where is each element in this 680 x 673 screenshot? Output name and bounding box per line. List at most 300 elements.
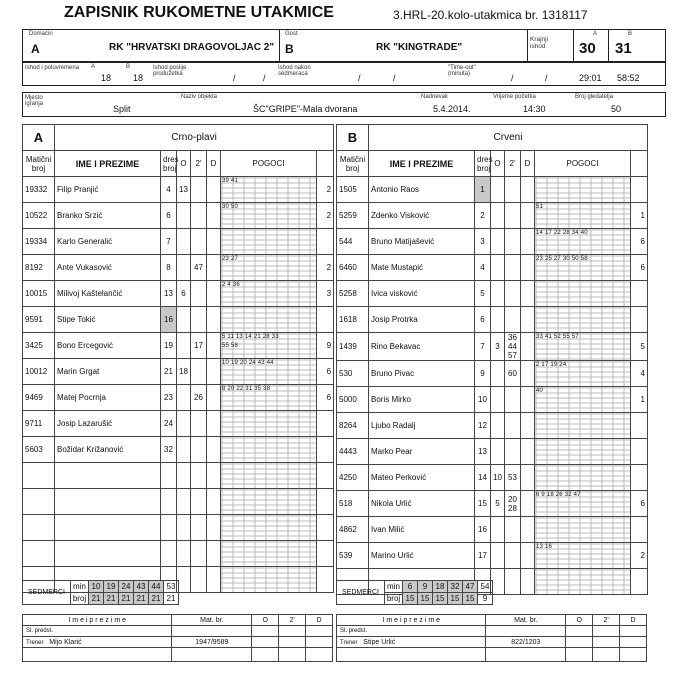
- player-disqualification: [521, 361, 535, 387]
- halftime-a: 18: [101, 73, 112, 83]
- sevens-b-min: 54: [478, 581, 493, 593]
- player-warning: 6: [177, 281, 191, 307]
- home-label: Domaćin: [29, 31, 53, 37]
- col-dres: dres broj: [475, 151, 491, 177]
- player-warning: 3: [491, 333, 505, 361]
- player-goal-total: 2: [317, 177, 334, 203]
- player-goal-total: [317, 437, 334, 463]
- player-mat-number: 544: [337, 229, 369, 255]
- date-value: 5.4.2014.: [433, 104, 471, 114]
- player-name: [55, 489, 161, 515]
- player-mat-number: 10015: [23, 281, 55, 307]
- time-label: Vrijeme početka: [493, 94, 536, 100]
- goals-line-1: 2 4 36: [222, 282, 240, 288]
- player-row: [337, 255, 648, 281]
- player-jersey: 12: [475, 413, 491, 439]
- sevens-b-min: 47: [463, 581, 478, 593]
- player-suspension: [505, 439, 521, 465]
- player-name: Josip Protrka: [369, 307, 475, 333]
- player-mat-number: 9469: [23, 385, 55, 411]
- player-name: Marin Grgat: [55, 359, 161, 385]
- player-disqualification: [207, 255, 221, 281]
- player-jersey: 1: [475, 177, 491, 203]
- sevens-b-min: 6: [403, 581, 418, 593]
- player-jersey: 13: [161, 281, 177, 307]
- player-row: [337, 387, 648, 413]
- player-mat-number: 4443: [337, 439, 369, 465]
- player-mat-number: 10522: [23, 203, 55, 229]
- coach-b-name: Stipe Urlić: [363, 638, 396, 646]
- player-row: [337, 543, 648, 569]
- player-suspension: [191, 203, 207, 229]
- player-row: [337, 203, 648, 229]
- player-goal-total: [317, 489, 334, 515]
- spectators-label: Broj gledatelja: [575, 94, 614, 100]
- home-team-name: RK "HRVATSKI DRAGOVOLJAC 2": [109, 42, 275, 53]
- goals-line-1: 23 27: [222, 256, 239, 262]
- goals-line-1: 39 41: [222, 178, 239, 184]
- player-name: Mate Mustapić: [369, 255, 475, 281]
- info-box: [22, 92, 666, 117]
- player-goals: [221, 385, 317, 411]
- player-mat-number: 530: [337, 361, 369, 387]
- sevens-a-broj: 21: [149, 593, 164, 605]
- player-mat-number: 10012: [23, 359, 55, 385]
- player-mat-number: 5603: [23, 437, 55, 463]
- player-suspension: [191, 281, 207, 307]
- player-mat-number: 9591: [23, 307, 55, 333]
- player-name: Boris Mirko: [369, 387, 475, 413]
- player-warning: [491, 361, 505, 387]
- col-dres: dres broj: [161, 151, 177, 177]
- sevens-b-broj-label: broj: [385, 593, 403, 605]
- player-disqualification: [521, 439, 535, 465]
- sevens-a: /: [358, 73, 361, 83]
- player-name: Filip Pranjić: [55, 177, 161, 203]
- player-warning: [177, 463, 191, 489]
- player-goals: [221, 281, 317, 307]
- sl-predst-label: Sl. predst.: [23, 626, 172, 637]
- sevens-a-min: 43: [134, 581, 149, 593]
- player-goals: [535, 465, 631, 491]
- player-row: [23, 463, 334, 489]
- sevens-a-min: 24: [119, 581, 134, 593]
- player-warning: [177, 515, 191, 541]
- player-goals: [221, 437, 317, 463]
- player-name: Marino Urlić: [369, 543, 475, 569]
- player-goals: [221, 489, 317, 515]
- player-row: [23, 307, 334, 333]
- player-disqualification: [521, 517, 535, 543]
- player-warning: [491, 281, 505, 307]
- player-warning: 13: [177, 177, 191, 203]
- player-disqualification: [521, 203, 535, 229]
- player-mat-number: 6460: [337, 255, 369, 281]
- player-row: [23, 515, 334, 541]
- player-jersey: 14: [475, 465, 491, 491]
- player-warning: [177, 385, 191, 411]
- player-name: [55, 463, 161, 489]
- player-name: Zdenko Visković: [369, 203, 475, 229]
- player-suspension: 17: [191, 333, 207, 359]
- guest-label: Gost: [285, 31, 298, 37]
- sevens-a-min: 19: [104, 581, 119, 593]
- player-goal-total: 3: [317, 281, 334, 307]
- player-suspension: [191, 359, 207, 385]
- guest-letter: B: [285, 42, 294, 56]
- player-suspension: [191, 411, 207, 437]
- player-mat-number: 19334: [23, 229, 55, 255]
- player-jersey: 10: [475, 387, 491, 413]
- player-warning: [491, 255, 505, 281]
- player-disqualification: [207, 333, 221, 359]
- player-warning: [177, 489, 191, 515]
- officials-two-header: 2': [279, 615, 306, 626]
- player-jersey: 15: [475, 491, 491, 517]
- player-warning: [177, 203, 191, 229]
- extension-label: Ishod poslije produžetka: [153, 65, 187, 77]
- venue-label: Naziv objekta: [181, 94, 218, 100]
- player-disqualification: [207, 307, 221, 333]
- player-mat-number: 8192: [23, 255, 55, 281]
- player-mat-number: 4250: [337, 465, 369, 491]
- player-mat-number: [23, 541, 55, 567]
- officials-o-header: O: [252, 615, 279, 626]
- player-row: [337, 361, 648, 387]
- timeout-label: "Time-out" (minuta): [448, 65, 476, 77]
- player-warning: [177, 411, 191, 437]
- goals-line-1: 10 19 20 24 43 44: [222, 360, 274, 366]
- extension-a: /: [233, 73, 236, 83]
- teams-box: [22, 29, 666, 62]
- goals-line-1: 6 9 18 26 32 47: [536, 492, 581, 498]
- trener-label: Trener: [26, 639, 44, 646]
- guest-team-name: RK "KINGTRADE": [376, 42, 463, 53]
- player-warning: [177, 437, 191, 463]
- player-row: [337, 229, 648, 255]
- player-row: [23, 437, 334, 463]
- player-goals: [221, 411, 317, 437]
- player-jersey: 21: [161, 359, 177, 385]
- halftime-label: Ishod i poluvremena: [25, 65, 80, 71]
- player-goal-total: [631, 517, 648, 543]
- player-goal-total: [631, 569, 648, 595]
- player-jersey: 24: [161, 411, 177, 437]
- player-suspension: 36 44 57: [505, 333, 521, 361]
- sevens-b-table: [336, 580, 493, 605]
- player-goal-total: [317, 567, 334, 593]
- player-row: [23, 229, 334, 255]
- sevens-label: Ishod nakon sedmeraca: [278, 65, 311, 77]
- player-row: [337, 465, 648, 491]
- player-disqualification: [521, 413, 535, 439]
- team-b-color: Crveni: [369, 125, 648, 151]
- player-goals: [535, 543, 631, 569]
- player-mat-number: 4862: [337, 517, 369, 543]
- player-disqualification: [521, 177, 535, 203]
- player-name: Antonio Raos: [369, 177, 475, 203]
- player-name: Matej Pocrnja: [55, 385, 161, 411]
- home-letter: A: [31, 42, 40, 56]
- player-suspension: [505, 255, 521, 281]
- player-row: [23, 541, 334, 567]
- player-disqualification: [521, 465, 535, 491]
- player-warning: [177, 307, 191, 333]
- player-suspension: 60: [505, 361, 521, 387]
- trener-label: Trener: [340, 639, 358, 646]
- player-suspension: 20 28: [505, 491, 521, 517]
- player-warning: [491, 413, 505, 439]
- timeout-a-time: 29:01: [579, 73, 602, 83]
- player-goal-total: 2: [317, 255, 334, 281]
- goals-line-1: 13 16: [536, 544, 553, 550]
- player-warning: [491, 439, 505, 465]
- player-jersey: [161, 541, 177, 567]
- sevens-b-broj: 15: [403, 593, 418, 605]
- player-goals: [535, 177, 631, 203]
- player-row: [23, 281, 334, 307]
- team-a-letter: A: [23, 125, 55, 151]
- player-jersey: 19: [161, 333, 177, 359]
- player-goals: [221, 203, 317, 229]
- player-name: Bono Ercegović: [55, 333, 161, 359]
- sevens-b-min-label: min: [385, 581, 403, 593]
- player-goals: [221, 567, 317, 593]
- time-value: 14:30: [523, 104, 546, 114]
- sevens-b: /: [393, 73, 396, 83]
- player-mat-number: 1505: [337, 177, 369, 203]
- player-disqualification: [207, 281, 221, 307]
- officials-mat-header: Mat. br.: [486, 615, 566, 626]
- player-jersey: [161, 463, 177, 489]
- player-disqualification: [521, 255, 535, 281]
- player-jersey: 6: [161, 203, 177, 229]
- player-suspension: 26: [191, 385, 207, 411]
- goals-line-1: 23 25 27 30 50 58: [536, 256, 588, 262]
- player-name: Bruno Pivac: [369, 361, 475, 387]
- col-o: O: [177, 151, 191, 177]
- sevens-b-broj: 15: [463, 593, 478, 605]
- sevens-a-min: 10: [89, 581, 104, 593]
- player-suspension: [505, 203, 521, 229]
- player-mat-number: 5259: [337, 203, 369, 229]
- player-jersey: 2: [475, 203, 491, 229]
- match-number: 3.HRL-20.kolo-utakmica br. 1318117: [393, 8, 588, 22]
- sevens-b-broj: 15: [433, 593, 448, 605]
- player-disqualification: [521, 569, 535, 595]
- player-goal-total: 6: [631, 229, 648, 255]
- player-goals: [535, 517, 631, 543]
- player-goals: [221, 177, 317, 203]
- player-row: [337, 413, 648, 439]
- sevens-a-broj: 21: [134, 593, 149, 605]
- sevens-a-broj: 21: [164, 593, 179, 605]
- player-disqualification: [521, 543, 535, 569]
- sevens-a-table: [22, 580, 179, 605]
- player-disqualification: [207, 203, 221, 229]
- player-suspension: [505, 177, 521, 203]
- player-jersey: 8: [161, 255, 177, 281]
- player-name: [55, 541, 161, 567]
- player-goal-total: [317, 229, 334, 255]
- player-row: [337, 491, 648, 517]
- player-disqualification: [207, 411, 221, 437]
- coach-a-name: Mijo Klarić: [49, 638, 82, 646]
- player-warning: [491, 517, 505, 543]
- sevens-a-min: 44: [149, 581, 164, 593]
- player-disqualification: [521, 307, 535, 333]
- player-goal-total: [317, 515, 334, 541]
- player-suspension: [191, 541, 207, 567]
- player-goal-total: 4: [631, 361, 648, 387]
- player-name: Branko Srzić: [55, 203, 161, 229]
- player-goal-total: [631, 281, 648, 307]
- player-goal-total: [631, 439, 648, 465]
- spectators-value: 50: [611, 104, 622, 114]
- player-goal-total: [317, 411, 334, 437]
- sevens-b-label: SEDMERCI: [337, 581, 385, 605]
- goals-line-1: 30 50: [222, 204, 239, 210]
- player-name: Stipe Tokić: [55, 307, 161, 333]
- player-name: Josip Lazarušić: [55, 411, 161, 437]
- sevens-a-broj: 21: [104, 593, 119, 605]
- player-goals: [535, 413, 631, 439]
- col-goals: POGOCI: [535, 151, 631, 177]
- player-name: Božidar Križanović: [55, 437, 161, 463]
- player-suspension: [505, 229, 521, 255]
- player-suspension: [191, 437, 207, 463]
- goals-line-1: 33 41 52 55 57: [536, 334, 579, 340]
- results-box: [22, 62, 666, 86]
- timeout-a: /: [511, 73, 514, 83]
- halftime-b: 18: [133, 73, 144, 83]
- player-goal-total: [317, 541, 334, 567]
- officials-two-header: 2': [593, 615, 620, 626]
- col-mat: Matični broj: [337, 151, 369, 177]
- player-goals: [535, 255, 631, 281]
- player-mat-number: 8264: [337, 413, 369, 439]
- player-suspension: [505, 543, 521, 569]
- goals-line-2: 55 58: [222, 343, 239, 349]
- col-d: D: [521, 151, 535, 177]
- player-name: Ante Vukasović: [55, 255, 161, 281]
- player-name: [55, 515, 161, 541]
- player-suspension: [191, 229, 207, 255]
- player-jersey: 7: [161, 229, 177, 255]
- player-jersey: 16: [475, 517, 491, 543]
- player-suspension: [505, 413, 521, 439]
- player-goals: [221, 541, 317, 567]
- player-suspension: [505, 307, 521, 333]
- player-goal-total: [317, 307, 334, 333]
- player-mat-number: 3425: [23, 333, 55, 359]
- player-row: [23, 177, 334, 203]
- player-jersey: 9: [475, 361, 491, 387]
- player-row: [23, 255, 334, 281]
- player-goal-total: [631, 177, 648, 203]
- player-goal-total: 1: [631, 387, 648, 413]
- player-disqualification: [521, 387, 535, 413]
- sevens-b-min: 9: [418, 581, 433, 593]
- ht-a-label: A: [91, 64, 96, 70]
- player-disqualification: [207, 359, 221, 385]
- player-row: [23, 359, 334, 385]
- player-goal-total: [317, 463, 334, 489]
- coach-b-mat: 822/1203: [486, 637, 566, 648]
- player-disqualification: [207, 567, 221, 593]
- player-row: [23, 203, 334, 229]
- player-suspension: [191, 307, 207, 333]
- player-row: [337, 281, 648, 307]
- player-row: [337, 307, 648, 333]
- final-label: Krajnji ishod: [530, 36, 549, 50]
- goals-line-1: 40: [536, 388, 544, 394]
- player-name: Karlo Generalić: [55, 229, 161, 255]
- player-goal-total: 1: [631, 203, 648, 229]
- player-goal-total: [631, 413, 648, 439]
- player-suspension: [191, 489, 207, 515]
- player-jersey: 6: [475, 307, 491, 333]
- page-title: ZAPISNIK RUKOMETNE UTAKMICE: [64, 4, 334, 21]
- officials-d-header: D: [306, 615, 333, 626]
- player-suspension: 47: [191, 255, 207, 281]
- col-mat: Matični broj: [23, 151, 55, 177]
- player-goal-total: 2: [631, 543, 648, 569]
- player-goal-total: 6: [317, 359, 334, 385]
- player-warning: [177, 333, 191, 359]
- venue-value: ŠC"GRIPE"-Mala dvorana: [253, 104, 358, 114]
- player-suspension: 53: [505, 465, 521, 491]
- player-disqualification: [207, 541, 221, 567]
- player-goals: [535, 281, 631, 307]
- officials-o-header: O: [566, 615, 593, 626]
- player-row: [23, 411, 334, 437]
- player-goals: [535, 203, 631, 229]
- player-goals: [535, 333, 631, 361]
- player-warning: [491, 387, 505, 413]
- player-disqualification: [207, 177, 221, 203]
- player-suspension: [505, 517, 521, 543]
- player-row: [337, 439, 648, 465]
- player-mat-number: 1618: [337, 307, 369, 333]
- player-disqualification: [207, 385, 221, 411]
- final-score-a: 30: [579, 40, 596, 57]
- player-goal-total: 2: [317, 203, 334, 229]
- sevens-a-broj-label: broj: [71, 593, 89, 605]
- team-b-letter: B: [337, 125, 369, 151]
- player-goal-total: 6: [631, 255, 648, 281]
- sevens-b-broj: 15: [448, 593, 463, 605]
- player-mat-number: [23, 515, 55, 541]
- player-jersey: 3: [475, 229, 491, 255]
- player-jersey: 4: [475, 255, 491, 281]
- officials-name-header: I m e i p r e z i m e: [337, 615, 486, 626]
- player-warning: 5: [491, 491, 505, 517]
- player-name: Nikola Urlić: [369, 491, 475, 517]
- player-goals: [221, 307, 317, 333]
- final-score-b: 31: [615, 40, 632, 57]
- player-goals: [535, 439, 631, 465]
- officials-mat-header: Mat. br.: [172, 615, 252, 626]
- player-goals: [221, 515, 317, 541]
- col-d: D: [207, 151, 221, 177]
- player-suspension: [191, 567, 207, 593]
- player-goals: [221, 463, 317, 489]
- player-suspension: [505, 569, 521, 595]
- sevens-b-min: 32: [448, 581, 463, 593]
- player-warning: [491, 229, 505, 255]
- player-disqualification: [521, 491, 535, 517]
